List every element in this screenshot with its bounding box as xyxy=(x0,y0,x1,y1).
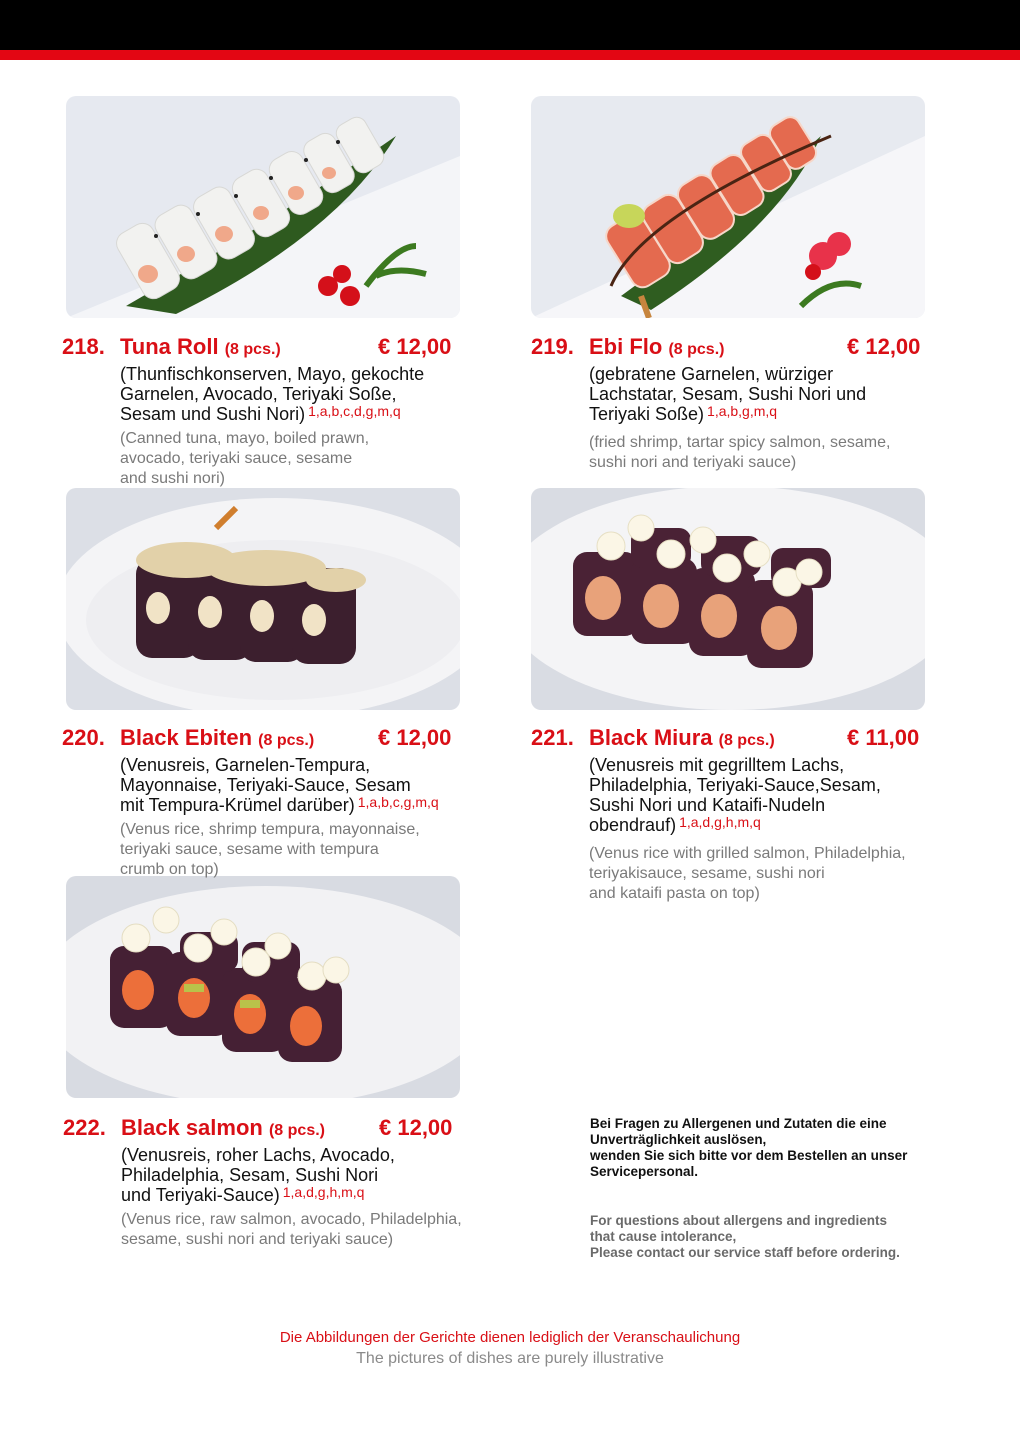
item-name-text: Black Ebiten xyxy=(120,725,253,750)
item-price: € 11,00 xyxy=(847,725,920,750)
item-number: 218. xyxy=(62,334,105,359)
menu-item-221 xyxy=(531,725,961,904)
allergen-codes: 1,a,b,g,m,q xyxy=(707,403,778,419)
item-description-en: (fried shrimp, tartar spicy salmon, sesame, sushi nori and teriyaki sauce) xyxy=(589,434,891,471)
item-price: € 12,00 xyxy=(379,1115,453,1140)
item-name-text: Ebi Flo xyxy=(589,334,663,359)
item-name-text: Black salmon xyxy=(121,1115,263,1140)
header-black-bar xyxy=(0,0,1020,50)
ebi-flo-photo xyxy=(531,96,925,318)
item-description-de xyxy=(589,364,961,425)
allergen-codes: 1,a,b,c,d,g,m,q xyxy=(308,403,401,419)
item-description-en: (Venus rice, shrimp tempura, mayonnaise, teriyaki sauce, sesame with tempura crumb on top) xyxy=(120,821,420,878)
item-number: 221. xyxy=(531,725,574,750)
header-red-stripe xyxy=(0,50,1020,60)
item-price: € 12,00 xyxy=(847,334,921,359)
allergen-codes: 1,a,d,g,h,m,q xyxy=(282,1184,365,1200)
footer-disclaimer-en: The pictures of dishes are purely illustrative xyxy=(356,1350,664,1367)
item-pieces: (8 pcs.) xyxy=(258,732,315,749)
item-header xyxy=(531,334,961,364)
black-miura-photo xyxy=(531,488,925,710)
item-pieces: (8 pcs.) xyxy=(268,1122,325,1139)
allergen-note-en: For questions about allergens and ingredients that cause intolerance, Please contact our service staff before ordering. xyxy=(590,1213,900,1260)
item-name xyxy=(589,725,775,751)
item-header xyxy=(63,1115,493,1145)
black-ebiten-photo xyxy=(66,488,460,710)
item-description-en: (Canned tuna, mayo, boiled prawn, avocado, teriyaki sauce, sesame and sushi nori) xyxy=(120,430,370,487)
item-header xyxy=(62,725,492,755)
item-number: 220. xyxy=(62,725,105,750)
item-price: € 12,00 xyxy=(378,725,452,750)
menu-item-219 xyxy=(531,334,961,473)
item-name xyxy=(589,334,724,360)
item-name xyxy=(120,725,314,751)
item-pieces: (8 pcs.) xyxy=(668,341,725,358)
menu-item-218 xyxy=(62,334,492,489)
item-name-text: Black Miura xyxy=(589,725,713,750)
item-description-en: (Venus rice, raw salmon, avocado, Philadelphia, sesame, sushi nori and teriyaki sauce) xyxy=(121,1211,462,1248)
item-pieces: (8 pcs.) xyxy=(224,341,281,358)
item-description-de xyxy=(120,364,492,425)
item-description-de xyxy=(589,755,961,836)
black-salmon-photo xyxy=(66,876,460,1098)
item-pieces: (8 pcs.) xyxy=(718,732,775,749)
item-description-de-text: (gebratene Garnelen, würziger Lachstatar, Sesam, Sushi Nori und Teriyaki Soße) xyxy=(589,364,867,424)
tuna-roll-photo xyxy=(66,96,460,318)
item-header xyxy=(62,334,492,364)
item-name xyxy=(120,334,281,360)
allergen-codes: 1,a,b,c,g,m,q xyxy=(357,794,439,810)
item-price: € 12,00 xyxy=(378,334,452,359)
item-description-en: (Venus rice with grilled salmon, Philadelphia, teriyakisauce, sesame, sushi nori and kataifi pasta on top) xyxy=(589,845,906,902)
menu-item-220 xyxy=(62,725,492,880)
allergen-codes: 1,a,d,g,h,m,q xyxy=(679,814,761,830)
item-number: 219. xyxy=(531,334,574,359)
item-description-de-text: (Venusreis, Garnelen-Tempura, Mayonnaise, Teriyaki-Sauce, Sesam mit Tempura-Krümel darüber) xyxy=(120,755,411,815)
item-description-de xyxy=(121,1145,493,1206)
item-description-de-text: (Venusreis, roher Lachs, Avocado, Philadelphia, Sesam, Sushi Nori und Teriyaki-Sauce) xyxy=(121,1145,395,1205)
item-description-de-text: (Thunfischkonserven, Mayo, gekochte Garnelen, Avocado, Teriyaki Soße, Sesam und Sushi Nori) xyxy=(120,364,425,424)
item-description-de xyxy=(120,755,492,816)
item-number: 222. xyxy=(63,1115,106,1140)
allergen-note-de: Bei Fragen zu Allergenen und Zutaten die eine Unverträglichkeit auslösen, wenden Sie sich bitte vor dem Bestellen an unser Servicepersonal. xyxy=(590,1116,908,1179)
item-name xyxy=(121,1115,325,1141)
item-header xyxy=(531,725,961,755)
item-description-de-text: (Venusreis mit gegrilltem Lachs, Philadelphia, Teriyaki-Sauce,Sesam, Sushi Nori und Kataifi-Nudeln obendrauf) xyxy=(589,755,881,835)
item-name-text: Tuna Roll xyxy=(120,334,219,359)
menu-item-222 xyxy=(63,1115,493,1250)
footer-disclaimer-de: Die Abbildungen der Gerichte dienen lediglich der Veranschaulichung xyxy=(279,1329,741,1346)
